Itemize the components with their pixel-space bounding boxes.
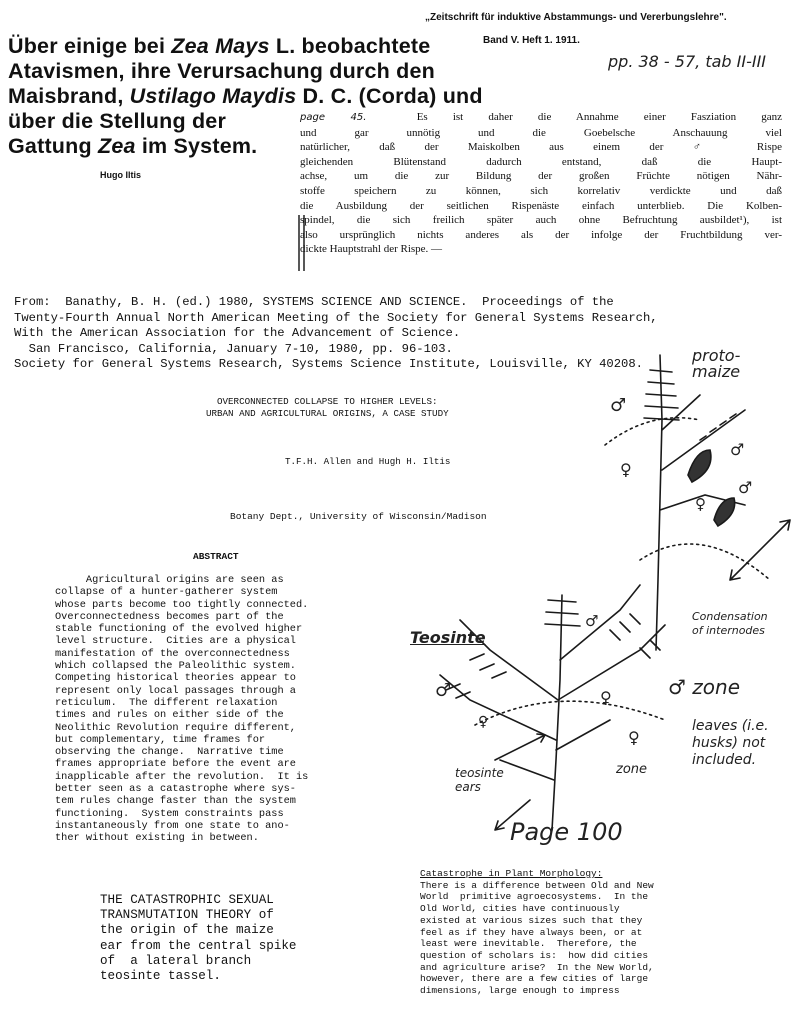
- german-body-line: page 45. Es ist daher die Annahme einer Fasziation ganz: [300, 111, 782, 123]
- paper-authors: T.F.H. Allen and Hugh H. Iltis: [285, 456, 451, 467]
- german-body-line: natürlicher, daß der Maiskolben aus einem der ♂ Rispe: [300, 141, 782, 154]
- german-body-line: stoffe speichern zu können, sich korrelativ verdickte und daß: [300, 184, 782, 197]
- german-body-line: also ursprünglich nichts anderes als der infolge der Fruchtbildung ver-: [300, 228, 782, 241]
- label-male-zone: ♂ zone: [668, 675, 741, 699]
- proto-maize-stalk: [656, 355, 662, 650]
- citation-line: Twenty-Fourth Annual North American Meeting of the Society for General Systems Research,: [14, 310, 658, 325]
- citation-line: Society for General Systems Research, Systems Science Institute, Louisville, KY 40208.: [14, 357, 643, 372]
- dotted-arc: [475, 701, 665, 725]
- journal-volume: Band V. Heft 1. 1911.: [483, 35, 580, 46]
- title-line-1: Über einige bei Zea Mays L. beobachtete: [8, 34, 431, 58]
- title-line-2: Atavismen, ihre Verursachung durch den: [8, 59, 435, 83]
- teosinte-stalk: [552, 595, 562, 830]
- teosinte-ear-arrow: [495, 734, 545, 760]
- male-symbol: ♂: [585, 612, 599, 630]
- german-body-line: und gar unnötig und die Goebelsche Anschauung viel: [300, 126, 782, 139]
- male-symbol: ♂: [435, 680, 452, 701]
- page-note: page 45.: [300, 112, 367, 123]
- journal-name: „Zeitschrift für induktive Abstammungs- und Vererbungslehre".: [425, 12, 727, 23]
- german-body-line: dickte Hauptstrahl der Rispe. —: [300, 243, 443, 256]
- catastrophe-heading: Catastrophe in Plant Morphology:: [420, 868, 603, 879]
- male-symbol: ♂: [610, 395, 627, 416]
- catastrophic-theory-note: THE CATASTROPHIC SEXUAL TRANSMUTATION THEORY of the origin of the maize ear from the central spike of a lateral branch teosinte tassel.: [100, 893, 297, 984]
- german-body-line: gleichenden Blütenstand dadurch entstand, daß die Haupt-: [300, 155, 782, 168]
- proto-maize-ear: [714, 498, 735, 526]
- female-symbol: ♀: [600, 688, 612, 707]
- german-author: Hugo Iltis: [100, 170, 141, 180]
- dotted-arc: [605, 418, 700, 445]
- female-symbol: ♀: [628, 728, 640, 747]
- german-body-line: spindel, die sich freilich später auch ohne Befruchtung ausbildet¹), ist: [300, 214, 782, 227]
- catastrophe-body: There is a difference between Old and New World primitive agroecosystems. In the Old World, cities have continuously existed at various sizes such that they feel as if they have always been, or at least were inevitable. Therefore, the question of scholars is: how did cities and agriculture arise? In the New World, however, there are a few cities of large dimensions, large enough to impress: [420, 879, 654, 997]
- female-symbol: ♀: [620, 460, 632, 479]
- citation-line: San Francisco, California, January 7-10, 1980, pp. 96-103.: [14, 341, 453, 356]
- label-teosinte: Teosinte: [410, 628, 486, 647]
- title-line-3: Maisbrand, Ustilago Maydis D. C. (Corda) und: [8, 84, 483, 108]
- abstract-body: Agricultural origins are seen as collapse of a hunter-gatherer system whose parts become too tightly connected. Overconnectedness becomes part of the stable functioning of the evolved higher level structure. Cities are a physical manifestation of the overconnectedness which collapsed the Paleolithic system. Competing historical theories appear to represent only local passages through a reticulum. The different relaxation times and rules on either side of the Neolithic Revolution require different, but complementary, time frames for observing the change. Narrative time frames appropriate before the event are inapplicable after the revolution. It is better seen as a catastrophe where sys- tem rules change faster than the system functioning. System constraints pass instantaneously from one state to ano- ther without existing in between.: [55, 574, 309, 845]
- citation-line: From: Banathy, B. H. (ed.) 1980, SYSTEMS SCIENCE AND SCIENCE. Proceedings of the: [14, 295, 614, 309]
- citation-line: With the American Association for the Advancement of Science.: [14, 326, 461, 341]
- paper-title: OVERCONNECTED COLLAPSE TO HIGHER LEVELS: URBAN AND AGRICULTURAL ORIGINS, A CASE STUDY: [206, 396, 449, 419]
- female-symbol: ♀: [478, 714, 489, 730]
- proto-maize-ear: [688, 450, 711, 482]
- label-teosinte-ears: teosinte ears: [455, 766, 504, 794]
- male-symbol: ♂: [738, 478, 753, 497]
- handwritten-page-range: pp. 38 - 57, tab II-III: [608, 52, 767, 71]
- title-line-5: Gattung Zea im System.: [8, 134, 258, 158]
- abstract-heading: ABSTRACT: [193, 551, 239, 562]
- paper-department: Botany Dept., University of Wisconsin/Madison: [230, 511, 487, 522]
- label-page-100: Page 100: [510, 818, 623, 846]
- german-body-line: achse, um die zur Bildung der großen Früchte nötigen Nähr-: [300, 170, 782, 183]
- german-body-line: die Ausbildung der seitlichen Rispenäste einfach unterblieb. Die Kolben-: [300, 199, 782, 212]
- label-leaves: leaves (i.e. husks) not included.: [692, 718, 769, 768]
- condensation-arrow: [730, 520, 790, 580]
- label-proto-maize: proto- maize: [692, 346, 741, 381]
- male-symbol: ♂: [730, 440, 745, 459]
- label-zone: zone: [616, 762, 648, 777]
- label-condensation: Condensation of internodes: [692, 610, 768, 637]
- female-symbol: ♀: [695, 495, 706, 513]
- title-line-4: über die Stellung der: [8, 109, 227, 133]
